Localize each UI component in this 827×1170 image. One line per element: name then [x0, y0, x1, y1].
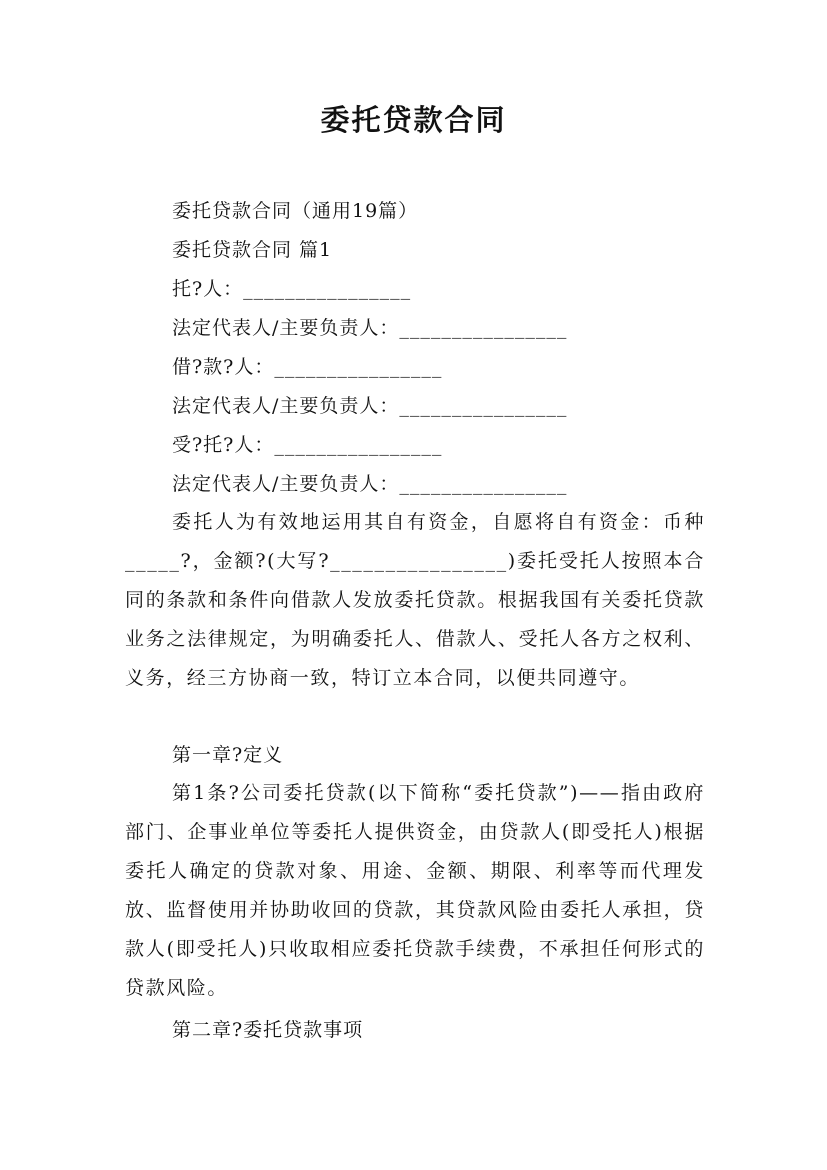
- party-line-trustee-representative: 法定代表人/主要负责人：________________: [172, 473, 568, 495]
- document-subtitle: 委托贷款合同（通用19篇）: [172, 200, 419, 222]
- party-line-entrustor: 托?人：________________: [172, 278, 412, 300]
- section-heading: 委托贷款合同 篇1: [172, 239, 333, 261]
- party-line-trustee: 受?托?人：________________: [172, 434, 443, 456]
- article-one-paragraph: 第1条?公司委托贷款(以下简称“委托贷款”)——指由政府部门、企事业单位等委托人提供资金，由贷款人(即受托人)根据委托人确定的贷款对象、用途、金额、期限、利率等而代理发放、监督使用并协助收回的贷款，其贷款风险由委托人承担，贷款人(即受托人)只收取相应委托贷款手续费，不承担任何形式的贷款风险。: [125, 782, 705, 999]
- party-line-borrower: 借?款?人：________________: [172, 356, 443, 378]
- preamble-paragraph: 委托人为有效地运用其自有资金，自愿将自有资金：币种_____?，金额?(大写?________________)委托受托人按照本合同的条款和条件向借款人发放委托贷款。根据我国有关委托贷款业务之法律规定，为明确委托人、借款人、受托人各方之权利、义务，经三方协商一致，特订立本合同，以便共同遵守。: [125, 511, 705, 689]
- party-line-entrustor-representative: 法定代表人/主要负责人：________________: [172, 317, 568, 339]
- chapter-two-heading: 第二章?委托贷款事项: [172, 1019, 364, 1041]
- chapter-one-heading: 第一章?定义: [172, 744, 284, 766]
- document-title: 委托贷款合同: [320, 103, 507, 137]
- party-line-borrower-representative: 法定代表人/主要负责人：________________: [172, 395, 568, 417]
